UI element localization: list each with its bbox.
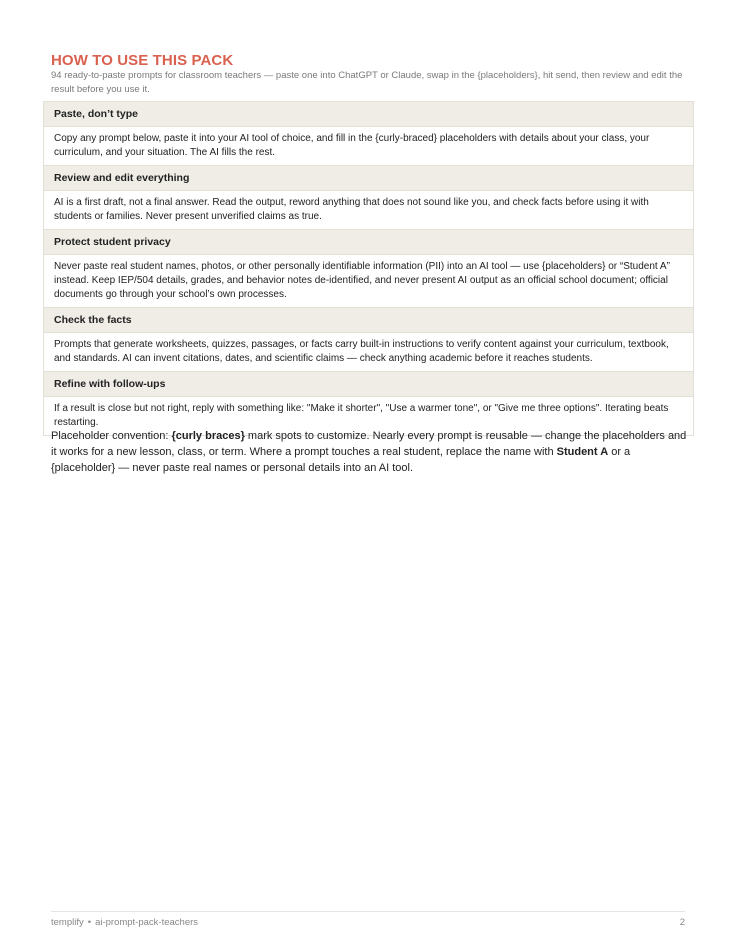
note-middle: mark spots to customize. Nearly every prompt is reusable — change the placeholders and it works for a new lesson, class, or term. Where a prompt touches a real student, replace the name with [51,430,687,458]
section-heading: Paste, don’t type [44,102,693,127]
section-body: AI is a first draft, not a final answer. Read the output, reword anything that does not sound like you, and check facts before using it with students or families. Never present unverified claims as true. [44,191,693,230]
note-end: or a {placeholder} — never paste real names or personal details into an AI tool. [51,446,631,474]
footer-label [51,917,198,928]
footer-brand: templify [51,917,84,928]
page-number: 2 [679,917,685,928]
section-body: If a result is close but not right, reply with something like: "Make it shorter", "Use a warmer tone", or "Give me three options". Iterating beats restarting. [44,397,693,435]
section-heading: Check the facts [44,308,693,333]
section-heading: Protect student privacy [44,230,693,255]
footer-doc-id: ai-prompt-pack-teachers [95,917,199,928]
note-intro: Placeholder convention: [51,430,172,442]
section-body: Never paste real student names, photos, or other personally identifiable information (PII) into an AI tool — use {placeholders} or “Student A” instead. Keep IEP/504 details, grades, and behavior notes de-identified, and never present AI output as an official school document; official documents go through your school’s own processes. [44,255,693,308]
note-bold-braces: {curly braces} [171,430,245,442]
section-heading: Review and edit everything [44,166,693,191]
section-body: Copy any prompt below, paste it into your AI tool of choice, and fill in the {curly-braced} placeholders with details about your class, your curriculum, and your situation. The AI fills the rest. [44,127,693,166]
section-body: Prompts that generate worksheets, quizzes, passages, or facts carry built-in instructions to verify content against your curriculum, textbook, and standards. AI can invent citations, dates, and scientific claims — check anything academic before it reaches students. [44,333,693,372]
section-heading: Refine with follow-ups [44,372,693,397]
note-bold-student: Student A [556,446,609,458]
footer-separator: • [87,917,92,928]
guidelines-table [43,101,694,436]
footer-divider [51,911,685,912]
page-subtitle: 94 ready-to-paste prompts for classroom teachers — paste one into ChatGPT or Claude, swap in the {placeholders}, hit send, then review and edit the result before you use it. [51,70,683,95]
placeholder-convention-note [51,428,691,476]
page-title: HOW TO USE THIS PACK [51,52,234,69]
